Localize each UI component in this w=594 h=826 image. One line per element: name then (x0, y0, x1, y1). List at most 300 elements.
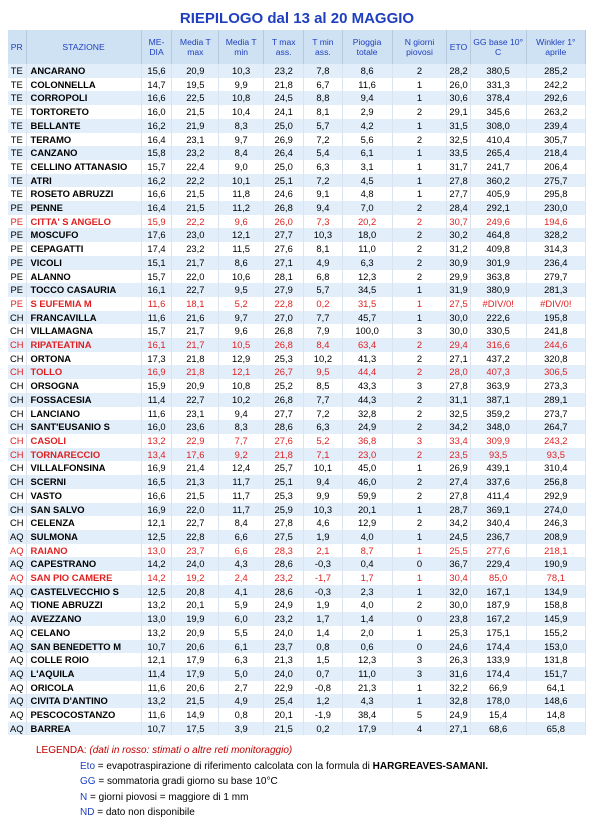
cell-eto: 32,8 (447, 694, 470, 708)
cell-gg: 249,6 (470, 215, 526, 229)
cell-media: 14,2 (141, 557, 172, 571)
cell-winkler: 190,9 (526, 557, 585, 571)
cell-eto: 30,0 (447, 324, 470, 338)
cell-pioggia: 20,1 (342, 503, 392, 517)
cell-media: 17,3 (141, 352, 172, 366)
cell-eto: 29,9 (447, 270, 470, 284)
cell-station: TOCCO CASAURIA (26, 283, 141, 297)
table-row (8, 105, 586, 119)
cell-station: CAPESTRANO (26, 557, 141, 571)
cell-pr: CH (8, 475, 26, 489)
cell-winkler: 151,7 (526, 667, 585, 681)
cell-pr: CH (8, 434, 26, 448)
cell-giorni-piovosi: 2 (392, 420, 447, 434)
table-row (8, 365, 586, 379)
cell-winkler: 155,2 (526, 626, 585, 640)
cell-media-tmax: 22,2 (172, 174, 219, 188)
table-row (8, 694, 586, 708)
cell-pioggia: 63,4 (342, 338, 392, 352)
cell-tmax-ass: 24,0 (264, 626, 304, 640)
cell-pioggia: 100,0 (342, 324, 392, 338)
cell-tmin-ass: 1,9 (304, 530, 342, 544)
cell-station: PESCOCOSTANZO (26, 708, 141, 722)
cell-tmax-ass: 23,7 (264, 640, 304, 654)
cell-media-tmax: 23,7 (172, 544, 219, 558)
cell-winkler: 314,3 (526, 242, 585, 256)
cell-media-tmin: 9,4 (219, 407, 264, 421)
cell-tmax-ass: 27,7 (264, 407, 304, 421)
cell-eto: 26,9 (447, 461, 470, 475)
cell-pr: TE (8, 174, 26, 188)
cell-gg: 236,7 (470, 530, 526, 544)
cell-eto: 25,3 (447, 626, 470, 640)
cell-pr: AQ (8, 653, 26, 667)
cell-media-tmax: 22,7 (172, 283, 219, 297)
cell-media-tmin: 9,6 (219, 324, 264, 338)
cell-eto: 27,8 (447, 379, 470, 393)
cell-winkler: 14,8 (526, 708, 585, 722)
cell-eto: 32,0 (447, 585, 470, 599)
cell-station: FOSSACESIA (26, 393, 141, 407)
cell-eto: 31,6 (447, 667, 470, 681)
cell-gg: 178,0 (470, 694, 526, 708)
cell-media-tmin: 11,2 (219, 201, 264, 215)
cell-media: 11,6 (141, 681, 172, 695)
cell-pioggia: 21,3 (342, 681, 392, 695)
cell-media-tmin: 9,7 (219, 133, 264, 147)
cell-media-tmax: 21,4 (172, 461, 219, 475)
cell-pr: TE (8, 133, 26, 147)
cell-tmax-ass: 28,6 (264, 420, 304, 434)
cell-giorni-piovosi: 0 (392, 557, 447, 571)
cell-media: 10,7 (141, 640, 172, 654)
cell-giorni-piovosi: 2 (392, 365, 447, 379)
cell-tmax-ass: 21,5 (264, 722, 304, 736)
cell-gg: 15,4 (470, 708, 526, 722)
cell-gg: 292,1 (470, 201, 526, 215)
cell-tmax-ass: 21,8 (264, 78, 304, 92)
cell-pr: AQ (8, 571, 26, 585)
table-row (8, 434, 586, 448)
cell-media-tmin: 10,3 (219, 64, 264, 78)
cell-winkler: 273,3 (526, 379, 585, 393)
table-row (8, 324, 586, 338)
table-row (8, 475, 586, 489)
cell-media: 17,6 (141, 228, 172, 242)
table-row (8, 379, 586, 393)
cell-station: SAN SALVO (26, 503, 141, 517)
cell-giorni-piovosi: 0 (392, 640, 447, 654)
cell-pioggia: 12,9 (342, 516, 392, 530)
cell-tmax-ass: 21,3 (264, 653, 304, 667)
cell-eto: 33,4 (447, 434, 470, 448)
legend-n-key: N (80, 791, 88, 803)
cell-tmax-ass: 21,8 (264, 448, 304, 462)
cell-media-tmax: 21,7 (172, 256, 219, 270)
cell-pr: CH (8, 407, 26, 421)
cell-pioggia: 9,4 (342, 91, 392, 105)
cell-media-tmax: 23,1 (172, 133, 219, 147)
cell-eto: 32,5 (447, 407, 470, 421)
cell-pioggia: 36,8 (342, 434, 392, 448)
cell-pioggia: 4,2 (342, 119, 392, 133)
cell-media-tmin: 6,6 (219, 544, 264, 558)
cell-station: ROSETO ABRUZZI (26, 187, 141, 201)
cell-giorni-piovosi: 2 (392, 475, 447, 489)
cell-pr: TE (8, 119, 26, 133)
cell-tmax-ass: 25,1 (264, 475, 304, 489)
cell-pioggia: 2,0 (342, 626, 392, 640)
table-row (8, 598, 586, 612)
cell-media-tmax: 17,9 (172, 667, 219, 681)
cell-gg: 405,9 (470, 187, 526, 201)
cell-tmax-ass: 25,9 (264, 503, 304, 517)
cell-pioggia: 18,0 (342, 228, 392, 242)
cell-tmin-ass: 10,2 (304, 352, 342, 366)
cell-winkler: 295,8 (526, 187, 585, 201)
cell-winkler: 236,4 (526, 256, 585, 270)
cell-tmin-ass: 7,1 (304, 448, 342, 462)
cell-media-tmin: 11,7 (219, 503, 264, 517)
cell-media-tmax: 21,5 (172, 694, 219, 708)
cell-station: TORTORETO (26, 105, 141, 119)
header-tmin-ass: T min ass. (304, 30, 342, 64)
table-row (8, 270, 586, 284)
cell-winkler: 292,9 (526, 489, 585, 503)
cell-station: TERAMO (26, 133, 141, 147)
cell-pioggia: 11,0 (342, 667, 392, 681)
cell-eto: 23,8 (447, 612, 470, 626)
cell-gg: 93,5 (470, 448, 526, 462)
cell-giorni-piovosi: 3 (392, 667, 447, 681)
cell-pioggia: 45,0 (342, 461, 392, 475)
cell-gg: 68,6 (470, 722, 526, 736)
cell-winkler: 218,1 (526, 544, 585, 558)
cell-gg: 174,4 (470, 640, 526, 654)
cell-tmax-ass: 24,9 (264, 598, 304, 612)
cell-pioggia: 43,3 (342, 379, 392, 393)
cell-eto: 31,7 (447, 160, 470, 174)
cell-media-tmin: 8,3 (219, 420, 264, 434)
cell-pioggia: 4,0 (342, 530, 392, 544)
cell-media: 17,4 (141, 242, 172, 256)
cell-pr: AQ (8, 694, 26, 708)
cell-media: 16,6 (141, 489, 172, 503)
cell-eto: 24,5 (447, 530, 470, 544)
header-media-tmin: Media T min (219, 30, 264, 64)
cell-media: 16,0 (141, 420, 172, 434)
cell-winkler: 64,1 (526, 681, 585, 695)
cell-media-tmin: 2,4 (219, 571, 264, 585)
cell-eto: 31,1 (447, 393, 470, 407)
cell-winkler: 195,8 (526, 311, 585, 325)
cell-eto: 31,2 (447, 242, 470, 256)
cell-gg: 410,4 (470, 133, 526, 147)
cell-station: FRANCAVILLA (26, 311, 141, 325)
cell-media-tmax: 23,2 (172, 146, 219, 160)
cell-station: RAIANO (26, 544, 141, 558)
cell-pr: TE (8, 187, 26, 201)
cell-eto: 30,7 (447, 215, 470, 229)
cell-pr: PE (8, 228, 26, 242)
cell-giorni-piovosi: 2 (392, 201, 447, 215)
cell-pr: CH (8, 379, 26, 393)
cell-eto: 32,2 (447, 681, 470, 695)
cell-tmin-ass: 0,8 (304, 640, 342, 654)
cell-giorni-piovosi: 2 (392, 64, 447, 78)
cell-tmin-ass: 7,2 (304, 133, 342, 147)
cell-media-tmax: 21,5 (172, 187, 219, 201)
cell-station: CASTELVECCHIO S (26, 585, 141, 599)
cell-tmin-ass: 10,1 (304, 461, 342, 475)
cell-tmin-ass: 5,7 (304, 119, 342, 133)
cell-eto: 30,0 (447, 311, 470, 325)
cell-eto: 27,4 (447, 475, 470, 489)
cell-station: ATRI (26, 174, 141, 188)
cell-station: TORNARECCIO (26, 448, 141, 462)
cell-winkler: 320,8 (526, 352, 585, 366)
cell-pr: PE (8, 215, 26, 229)
cell-media: 11,6 (141, 311, 172, 325)
cell-winkler: 246,3 (526, 516, 585, 530)
cell-station: ORTONA (26, 352, 141, 366)
cell-media-tmin: 10,1 (219, 174, 264, 188)
table-row (8, 228, 586, 242)
cell-pioggia: 6,3 (342, 256, 392, 270)
cell-media-tmin: 7,7 (219, 434, 264, 448)
cell-pioggia: 24,9 (342, 420, 392, 434)
cell-eto: 28,0 (447, 365, 470, 379)
cell-media-tmax: 21,6 (172, 311, 219, 325)
cell-media-tmin: 5,2 (219, 297, 264, 311)
cell-winkler: 158,8 (526, 598, 585, 612)
header-gg: GG base 10° C (470, 30, 526, 64)
cell-eto: 31,9 (447, 283, 470, 297)
table-row (8, 187, 586, 201)
cell-giorni-piovosi: 2 (392, 133, 447, 147)
cell-pioggia: 11,0 (342, 242, 392, 256)
cell-tmin-ass: 1,5 (304, 653, 342, 667)
cell-eto: 27,1 (447, 352, 470, 366)
cell-giorni-piovosi: 2 (392, 352, 447, 366)
cell-winkler: 153,0 (526, 640, 585, 654)
cell-pioggia: 8,7 (342, 544, 392, 558)
cell-pioggia: 0,6 (342, 640, 392, 654)
cell-media: 14,2 (141, 571, 172, 585)
cell-media: 15,7 (141, 270, 172, 284)
cell-winkler: 134,9 (526, 585, 585, 599)
cell-winkler: 243,2 (526, 434, 585, 448)
legend-gg-key: GG (80, 776, 96, 788)
cell-gg: 222,6 (470, 311, 526, 325)
cell-eto: 31,5 (447, 119, 470, 133)
cell-eto: 27,8 (447, 489, 470, 503)
cell-media-tmax: 22,0 (172, 503, 219, 517)
cell-gg: 411,4 (470, 489, 526, 503)
table-row (8, 585, 586, 599)
cell-media-tmin: 11,7 (219, 475, 264, 489)
cell-eto: 27,1 (447, 722, 470, 736)
table-row (8, 708, 586, 722)
cell-gg: 301,9 (470, 256, 526, 270)
cell-pioggia: 1,4 (342, 612, 392, 626)
cell-media-tmax: 18,1 (172, 297, 219, 311)
cell-gg: 66,9 (470, 681, 526, 695)
cell-media: 16,9 (141, 503, 172, 517)
cell-pioggia: 2,3 (342, 585, 392, 599)
cell-station: SULMONA (26, 530, 141, 544)
cell-tmax-ass: 27,7 (264, 228, 304, 242)
cell-giorni-piovosi: 1 (392, 160, 447, 174)
header-winkler: Winkler 1° aprile (526, 30, 585, 64)
cell-eto: 30,4 (447, 571, 470, 585)
legend-title: LEGENDA: (36, 745, 87, 757)
cell-media: 11,6 (141, 708, 172, 722)
cell-media-tmin: 11,5 (219, 242, 264, 256)
table-row (8, 201, 586, 215)
cell-pr: AQ (8, 722, 26, 736)
cell-media: 10,7 (141, 722, 172, 736)
cell-tmin-ass: 7,2 (304, 174, 342, 188)
cell-tmin-ass: 9,9 (304, 489, 342, 503)
table-row (8, 640, 586, 654)
cell-eto: 30,9 (447, 256, 470, 270)
cell-media-tmin: 3,9 (219, 722, 264, 736)
cell-media: 11,4 (141, 393, 172, 407)
cell-giorni-piovosi: 1 (392, 571, 447, 585)
table-row (8, 653, 586, 667)
cell-media: 13,2 (141, 598, 172, 612)
cell-gg: 167,2 (470, 612, 526, 626)
cell-tmin-ass: 8,8 (304, 91, 342, 105)
cell-media-tmax: 20,6 (172, 640, 219, 654)
cell-giorni-piovosi: 1 (392, 187, 447, 201)
cell-media: 15,9 (141, 215, 172, 229)
cell-tmax-ass: 22,9 (264, 681, 304, 695)
cell-tmax-ass: 24,6 (264, 187, 304, 201)
cell-pioggia: 0,4 (342, 557, 392, 571)
cell-eto: 28,2 (447, 64, 470, 78)
cell-winkler: 274,0 (526, 503, 585, 517)
cell-station: TIONE ABRUZZI (26, 598, 141, 612)
cell-media-tmax: 17,5 (172, 722, 219, 736)
cell-pioggia: 23,0 (342, 448, 392, 462)
cell-media-tmax: 17,9 (172, 653, 219, 667)
cell-gg: 380,9 (470, 283, 526, 297)
cell-gg: 378,4 (470, 91, 526, 105)
cell-giorni-piovosi: 1 (392, 146, 447, 160)
cell-tmin-ass: 9,4 (304, 475, 342, 489)
cell-media: 13,2 (141, 694, 172, 708)
cell-media: 15,1 (141, 256, 172, 270)
cell-tmax-ass: 23,2 (264, 612, 304, 626)
cell-media-tmin: 5,9 (219, 598, 264, 612)
cell-winkler: 328,2 (526, 228, 585, 242)
cell-station: CIVITA D'ANTINO (26, 694, 141, 708)
cell-tmax-ass: 27,9 (264, 283, 304, 297)
cell-media-tmax: 21,3 (172, 475, 219, 489)
cell-giorni-piovosi: 0 (392, 612, 447, 626)
cell-tmax-ass: 26,0 (264, 215, 304, 229)
cell-tmax-ass: 22,8 (264, 297, 304, 311)
weather-summary-table (8, 30, 586, 735)
cell-pioggia: 34,5 (342, 283, 392, 297)
cell-media-tmin: 12,4 (219, 461, 264, 475)
legend-eto-text: = evapotraspirazione di riferimento calcolata con la formula di (95, 760, 373, 772)
cell-gg: 369,1 (470, 503, 526, 517)
cell-station: PENNE (26, 201, 141, 215)
cell-station: VICOLI (26, 256, 141, 270)
cell-giorni-piovosi: 2 (392, 338, 447, 352)
cell-media-tmin: 12,1 (219, 365, 264, 379)
cell-gg: 345,6 (470, 105, 526, 119)
cell-pr: CH (8, 324, 26, 338)
cell-pr: CH (8, 448, 26, 462)
cell-eto: 27,8 (447, 174, 470, 188)
cell-pr: CH (8, 503, 26, 517)
cell-pr: PE (8, 242, 26, 256)
cell-media: 16,4 (141, 201, 172, 215)
cell-giorni-piovosi: 3 (392, 379, 447, 393)
cell-media-tmin: 9,7 (219, 311, 264, 325)
cell-tmax-ass: 20,1 (264, 708, 304, 722)
cell-pr: CH (8, 338, 26, 352)
legend-nd-key: ND (80, 807, 95, 819)
cell-winkler: 78,1 (526, 571, 585, 585)
table-row (8, 448, 586, 462)
cell-station: AVEZZANO (26, 612, 141, 626)
legend (36, 743, 594, 821)
table-row (8, 215, 586, 229)
cell-pr: CH (8, 489, 26, 503)
table-row (8, 557, 586, 571)
cell-media-tmax: 19,5 (172, 78, 219, 92)
cell-media: 12,1 (141, 653, 172, 667)
cell-winkler: 239,4 (526, 119, 585, 133)
cell-giorni-piovosi: 2 (392, 105, 447, 119)
header-stazione: STAZIONE (26, 30, 141, 64)
cell-winkler: 263,2 (526, 105, 585, 119)
cell-media-tmax: 24,0 (172, 557, 219, 571)
cell-eto: 28,7 (447, 503, 470, 517)
legend-gg-text: = sommatoria gradi giorno su base 10°C (95, 776, 278, 788)
cell-pr: TE (8, 146, 26, 160)
cell-media-tmax: 22,7 (172, 516, 219, 530)
cell-media-tmin: 6,6 (219, 530, 264, 544)
cell-station: ANCARANO (26, 64, 141, 78)
table-row (8, 311, 586, 325)
cell-winkler: 281,3 (526, 283, 585, 297)
legend-note: (dati in rosso: stimati o altre reti monitoraggio) (89, 745, 293, 757)
cell-pr: AQ (8, 612, 26, 626)
cell-tmin-ass: 10,3 (304, 228, 342, 242)
table-row (8, 681, 586, 695)
cell-media-tmax: 23,6 (172, 420, 219, 434)
cell-tmin-ass: 1,7 (304, 612, 342, 626)
cell-tmin-ass: -0,8 (304, 681, 342, 695)
table-row (8, 146, 586, 160)
cell-tmax-ass: 27,0 (264, 311, 304, 325)
cell-eto: 36,7 (447, 557, 470, 571)
cell-pioggia: 12,3 (342, 653, 392, 667)
cell-gg: 348,0 (470, 420, 526, 434)
table-row (8, 174, 586, 188)
cell-tmax-ass: 28,1 (264, 270, 304, 284)
cell-winkler: 131,8 (526, 653, 585, 667)
header-tmax-ass: T max ass. (264, 30, 304, 64)
cell-media: 16,9 (141, 461, 172, 475)
cell-media: 16,9 (141, 365, 172, 379)
